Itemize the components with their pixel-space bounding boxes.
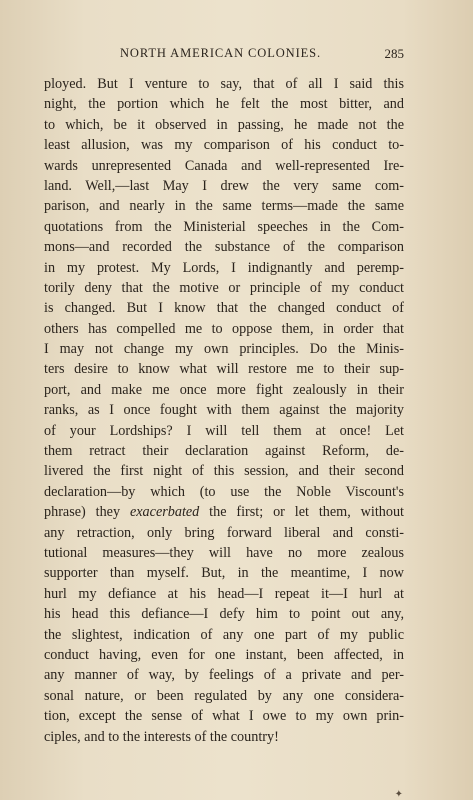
text-line: wards unrepresented Canada and well-represented Ire- xyxy=(44,157,404,174)
text-line: of your Lordships? I will tell them at once! Let xyxy=(44,422,404,439)
text-line: ranks, as I once fought with them against the majority xyxy=(44,402,404,419)
text-line: sonal nature, or been regulated by any one considera- xyxy=(44,687,404,704)
text-line: night, the portion which he felt the most bitter, and xyxy=(44,96,404,113)
text-line: parison, and nearly in the same terms—made the same xyxy=(44,198,404,215)
text-line: mons—and recorded the substance of the comparison xyxy=(44,239,404,256)
text-line: declaration—by which (to use the Noble Viscount's xyxy=(44,483,404,500)
italic-word: exacerbated xyxy=(129,504,200,521)
text-line: least allusion, was my comparison of his conduct to- xyxy=(44,137,404,154)
text-line: tion, except the sense of what I owe to my own prin- xyxy=(44,708,404,725)
printer-mark: ✦ xyxy=(394,789,403,800)
text-line: I may not change my own principles. Do the Minis- xyxy=(44,341,404,358)
running-head xyxy=(44,46,404,66)
text-line: is changed. But I know that the changed conduct of xyxy=(44,300,404,317)
text-line: ployed. But I venture to say, that of all I said this xyxy=(44,76,404,92)
text-line: conduct having, even for one instant, been affected, in xyxy=(44,646,404,663)
text-line-last: ciples, and to the interests of the country! xyxy=(44,728,279,745)
line-text-after-italic: the first; or let them, without xyxy=(199,504,404,521)
line-text-before-italic: phrase) they xyxy=(44,504,130,521)
text-line-with-italic xyxy=(44,502,404,522)
text-line: ters desire to know what will restore me to their sup- xyxy=(44,361,404,378)
text-line: hurl my defiance at his head—I repeat it—I hurl at xyxy=(44,585,404,602)
text-line: his head this defiance—I defy him to point out any, xyxy=(44,606,404,623)
running-title: NORTH AMERICAN COLONIES. xyxy=(120,46,322,60)
text-line: any retraction, only bring forward liberal and consti- xyxy=(44,524,404,541)
body-text xyxy=(44,74,404,747)
text-line: livered the first night of this session, and their second xyxy=(44,463,404,480)
text-line: tutional measures—they will have no more zealous xyxy=(44,544,404,561)
text-line: any manner of way, by feelings of a private and per- xyxy=(44,667,404,684)
text-line: in my protest. My Lords, I indignantly and peremp- xyxy=(44,259,404,276)
text-line: land. Well,—last May I drew the very same com- xyxy=(44,177,404,194)
text-line: to which, be it observed in passing, he made not the xyxy=(44,116,404,133)
page-number: 285 xyxy=(384,46,404,61)
text-line: them retract their declaration against Reform, de- xyxy=(44,443,404,460)
text-line: quotations from the Ministerial speeches in the Com- xyxy=(44,218,404,235)
text-line: the slightest, indication of any one part of my public xyxy=(44,626,404,643)
text-line: others has compelled me to oppose them, in order that xyxy=(44,320,404,337)
text-line: port, and make me once more fight zealously in their xyxy=(44,381,404,398)
text-line: torily deny that the motive or principle of my conduct xyxy=(44,279,404,296)
text-line: supporter than myself. But, in the meantime, I now xyxy=(44,565,404,582)
